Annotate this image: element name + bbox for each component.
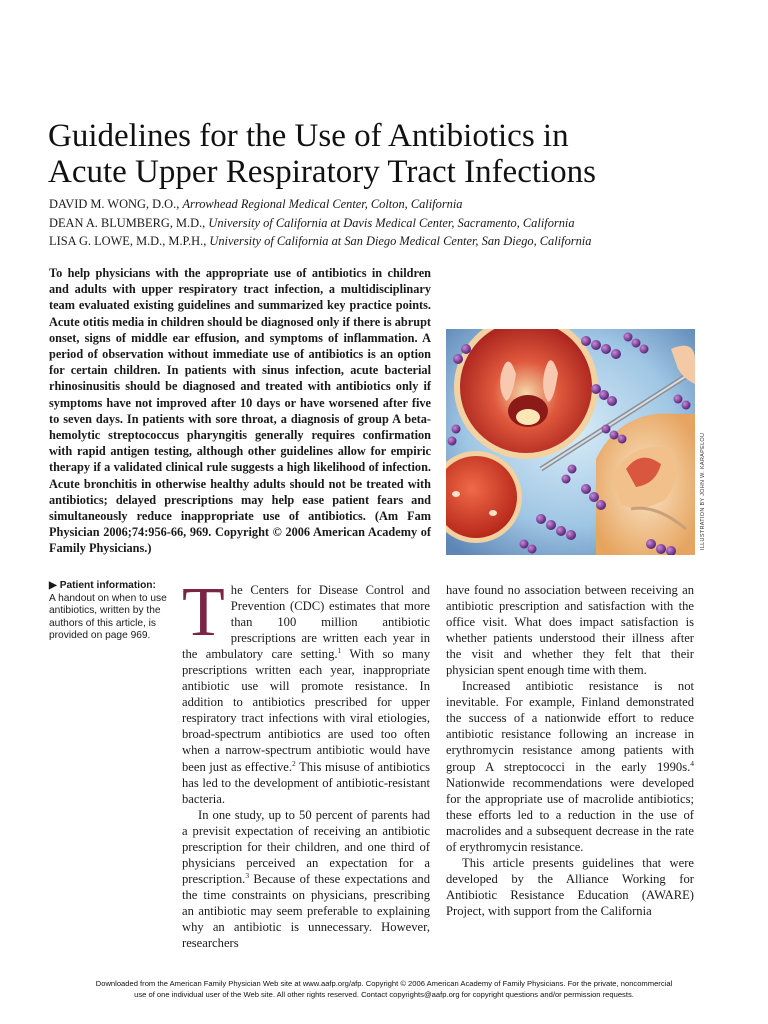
patient-info-box: [49, 580, 167, 643]
footer-line: use of one individual user of the Web site. All other rights reserved. Contact copyrights@aafp.org for copyright questions and/or permission requests.: [134, 989, 634, 999]
patient-info-heading: [49, 580, 167, 593]
title-line-1: Guidelines for the Use of Antibiotics in: [48, 118, 569, 154]
medical-illustration: [446, 329, 695, 555]
reference-marker: 1: [337, 646, 342, 655]
paragraph: [182, 574, 430, 807]
patient-info-label: Patient information:: [59, 580, 156, 591]
reference-marker: 4: [690, 758, 694, 768]
author-name: LISA G. LOWE, M.D., M.P.H.,: [49, 234, 210, 248]
author-line: [49, 232, 739, 251]
illustration-graphic: [446, 329, 695, 555]
text-run: With so many prescriptions written each year, inappropriate antibiotic use will promote resistance. In addition to antibiotics prescribed for upper respiratory tract infections with viral etiologies, broad-spectrum antibiotics are used too often when a narrow-spectrum antibiotic would have been just as effective.: [182, 647, 430, 774]
paragraph: This article presents guidelines that were developed by the Alliance Working for Antibiotic Resistance Education (AWARE) Project, with support from the California: [446, 855, 694, 918]
author-affiliation: University of California at San Diego Medical Center, San Diego, California: [209, 234, 592, 248]
author-affiliation: Arrowhead Regional Medical Center, Colton, California: [182, 197, 463, 211]
paragraph: [182, 807, 430, 951]
text-run: he Centers for Disease Control and Prevention (CDC) estimates that more than 100 million antibiotic prescriptions are written each year in the ambulatory care setting.: [182, 583, 430, 662]
reference-marker: 2: [292, 758, 296, 768]
illustration-credit: ILLUSTRATION BY JOHN W. KARAPELOU: [700, 432, 706, 550]
author-affiliation: University of California at Davis Medical Center, Sacramento, California: [208, 215, 575, 230]
title-line-2: Acute Upper Respiratory Tract Infections: [48, 154, 597, 190]
author-line: [49, 214, 739, 233]
text-run: Because of these expectations and the time constraints on physicians, prescribing an antibiotic may seem preferable to explaining why an antibiotic is unnecessary. However, researchers: [182, 871, 430, 951]
text-run: Increased antibiotic resistance is not inevitable. For example, Finland demonstrated the success of a nationwide effort to reduce antibiotic resistance following an increase in erythromycin resistance among patients with group A streptococci in the early 1990s.: [446, 679, 694, 774]
paragraph: [446, 678, 694, 855]
author-list: [49, 195, 739, 251]
author-name: DEAN A. BLUMBERG, M.D.,: [49, 215, 209, 230]
abstract: To help physicians with the appropriate use of antibiotics in children and adults with upper respiratory tract infection, a multidisciplinary team evaluated existing guidelines and summarized key practice points. Acute otitis media in children should be diagnosed only if there is abrupt onset, signs of middle ear effusion, and symptoms of inflammation. A period of observation without immediate use of antibiotics is an option for certain children. In patients with sinus infection, acute bacterial rhinosinusitis should be diagnosed and treated with antibiotics only if symptoms have not improved after 10 days or have worsened after five to seven days. In patients with sore throat, a diagnosis of group A beta-hemolytic streptococcus pharyngitis generally requires confirmation with rapid antigen testing, although other guidelines allow for empiric therapy if a validated clinical rule suggests a high likelihood of infection. Acute bronchitis in otherwise healthy adults should not be treated with antibiotics; delayed prescriptions may help ease patient fears and simultaneously reduce inappropriate use of antibiotics. (Am Fam Physician 2006;74:956-66, 969. Copyright © 2006 American Academy of Family Physicians.): [49, 266, 431, 556]
patient-info-text: A handout on when to use antibiotics, written by the authors of this article, is provided on page 969.: [49, 592, 167, 642]
author-line: [49, 195, 739, 214]
page-footer: [40, 979, 728, 1000]
footer-line: Downloaded from the American Family Physician Web site at www.aafp.org/afp. Copyright © 2006 American Academy of Family Physicians. For the private, noncommercial: [95, 979, 673, 988]
article-title: [48, 118, 728, 190]
body-column-1: [182, 574, 430, 951]
reference-marker: 3: [245, 870, 250, 880]
play-triangle-icon: ▶: [49, 580, 57, 591]
drop-cap: T: [182, 574, 225, 651]
paragraph: have found no association between receiving an antibiotic prescription and satisfaction with the office visit. What does impact satisfaction is whether patients understood their illness after the visit and whether they felt that their physician spent enough time with them.: [446, 583, 694, 678]
author-name: DAVID M. WONG, D.O.,: [49, 197, 183, 211]
text-run: In one study, up to 50 percent of parents had a previsit expectation of receiving an antibiotic prescription for their children, and one third of physicians perceived an expectation for a prescription.: [182, 807, 430, 886]
text-run: Nationwide recommendations were developed for the appropriate use of macrolide antibiotics; these efforts led to a reduction in the use of macrolides and a subsequent decrease in the rate of erythromycin resistance.: [446, 775, 694, 854]
text-run: This misuse of antibiotics has led to the development of antibiotic-resistant bacteria.: [182, 759, 430, 806]
body-column-2: [446, 582, 694, 919]
